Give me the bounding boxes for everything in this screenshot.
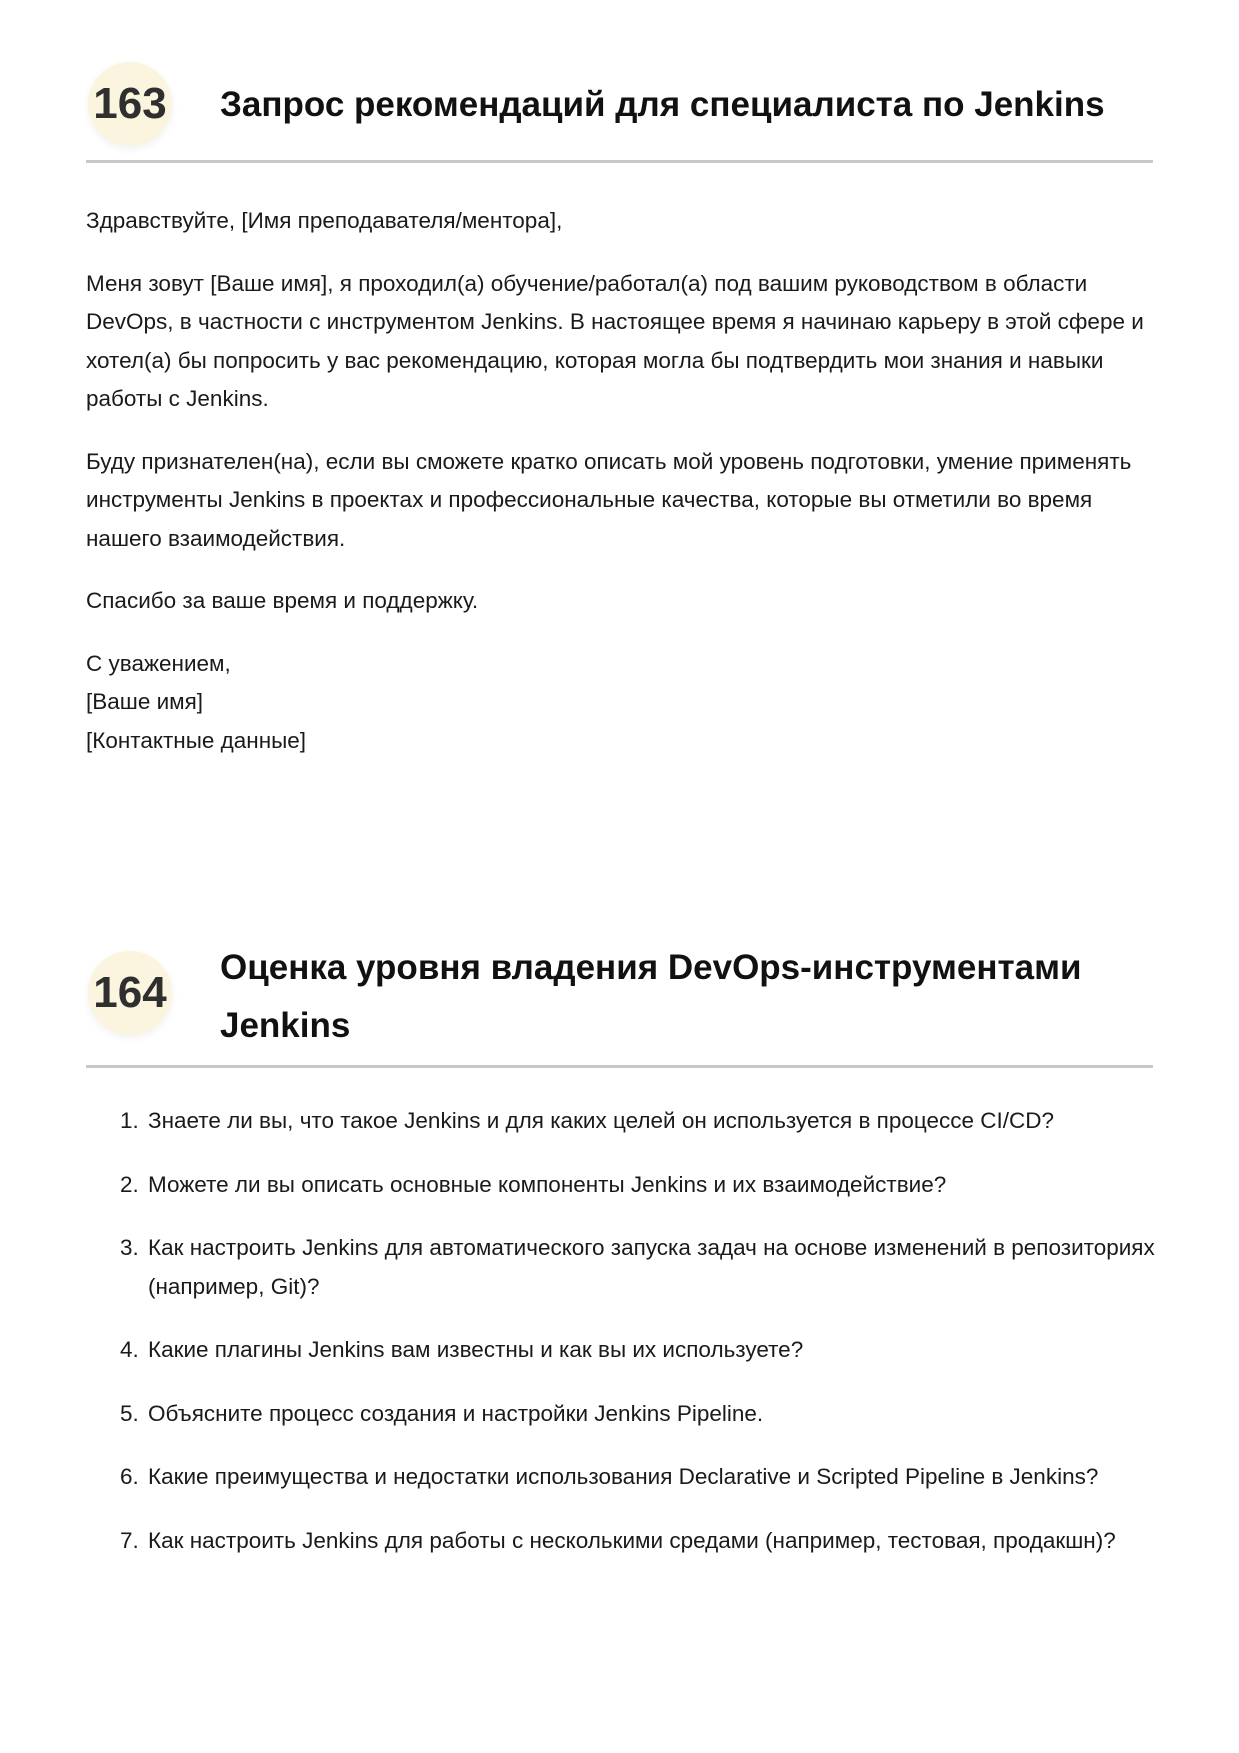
letter-paragraph: Буду признателен(на), если вы сможете кратко описать мой уровень подготовки, умение применять инструменты Jenkins в проектах и профессиональные качества, которые вы отметили во время нашего взаимодействия. (86, 448, 1132, 551)
section-number-badge: 164 (88, 951, 172, 1035)
question-text: Какие плагины Jenkins вам известны и как вы их используете? (148, 1337, 804, 1362)
question-item (86, 1102, 1156, 1141)
question-text: Знаете ли вы, что такое Jenkins и для каких целей он используется в процессе CI/CD? (148, 1108, 1055, 1133)
letter-closing: С уважением, (86, 650, 231, 676)
letter-name-placeholder: [Ваше имя] (86, 689, 204, 714)
question-text: Можете ли вы описать основные компоненты Jenkins и их взаимодействие? (148, 1171, 947, 1197)
question-number: 3. (120, 1235, 139, 1260)
section-number-badge: 163 (88, 62, 172, 146)
section-title: Запрос рекомендаций для специалиста по Jenkins (220, 85, 1105, 124)
question-number: 7. (120, 1527, 139, 1553)
letter-greeting: Здравствуйте, [Имя преподавателя/ментора], (86, 208, 563, 233)
question-text: Как настроить Jenkins для работы с несколькими средами (например, тестовая, продакшн)? (148, 1527, 1116, 1553)
recommendation-letter (86, 202, 1156, 760)
question-item (86, 1522, 1156, 1561)
question-text: Какие преимущества и недостатки использования Declarative и Scripted Pipeline в Jenkins? (148, 1464, 1099, 1489)
question-number: 1. (120, 1108, 139, 1133)
question-text: Объясните процесс создания и настройки Jenkins Pipeline. (148, 1400, 764, 1426)
letter-paragraph: Меня зовут [Ваше имя], я проходил(а) обучение/работал(а) под вашим руководством в области DevOps, в частности с инструментом Jenkins. В настоящее время я начинаю карьеру в этой сфере и хотел(а) бы попросить у вас рекомендацию, которая могла бы подтвердить мои знания и навыки работы с Jenkins. (86, 270, 1144, 411)
question-text: Как настроить Jenkins для автоматического запуска задач на основе изменений в репозиториях (например, Git)? (148, 1235, 1155, 1299)
question-item (86, 1458, 1156, 1497)
question-item (86, 1395, 1156, 1434)
letter-paragraph: Спасибо за ваше время и поддержку. (86, 588, 479, 613)
letter-contacts-placeholder: [Контактные данные] (86, 727, 307, 753)
question-number: 4. (120, 1337, 139, 1362)
section-header-163 (86, 52, 1153, 163)
section-header-164 (86, 925, 1153, 1068)
question-number: 2. (120, 1171, 139, 1197)
question-item (86, 1331, 1156, 1370)
question-item (86, 1229, 1156, 1306)
question-number: 5. (120, 1400, 139, 1426)
question-list (86, 1102, 1156, 1585)
letter-signature (86, 645, 1156, 761)
question-number: 6. (120, 1464, 139, 1489)
section-title: Оценка уровня владения DevOps-инструментами Jenkins (220, 948, 1082, 1045)
question-item (86, 1166, 1156, 1205)
